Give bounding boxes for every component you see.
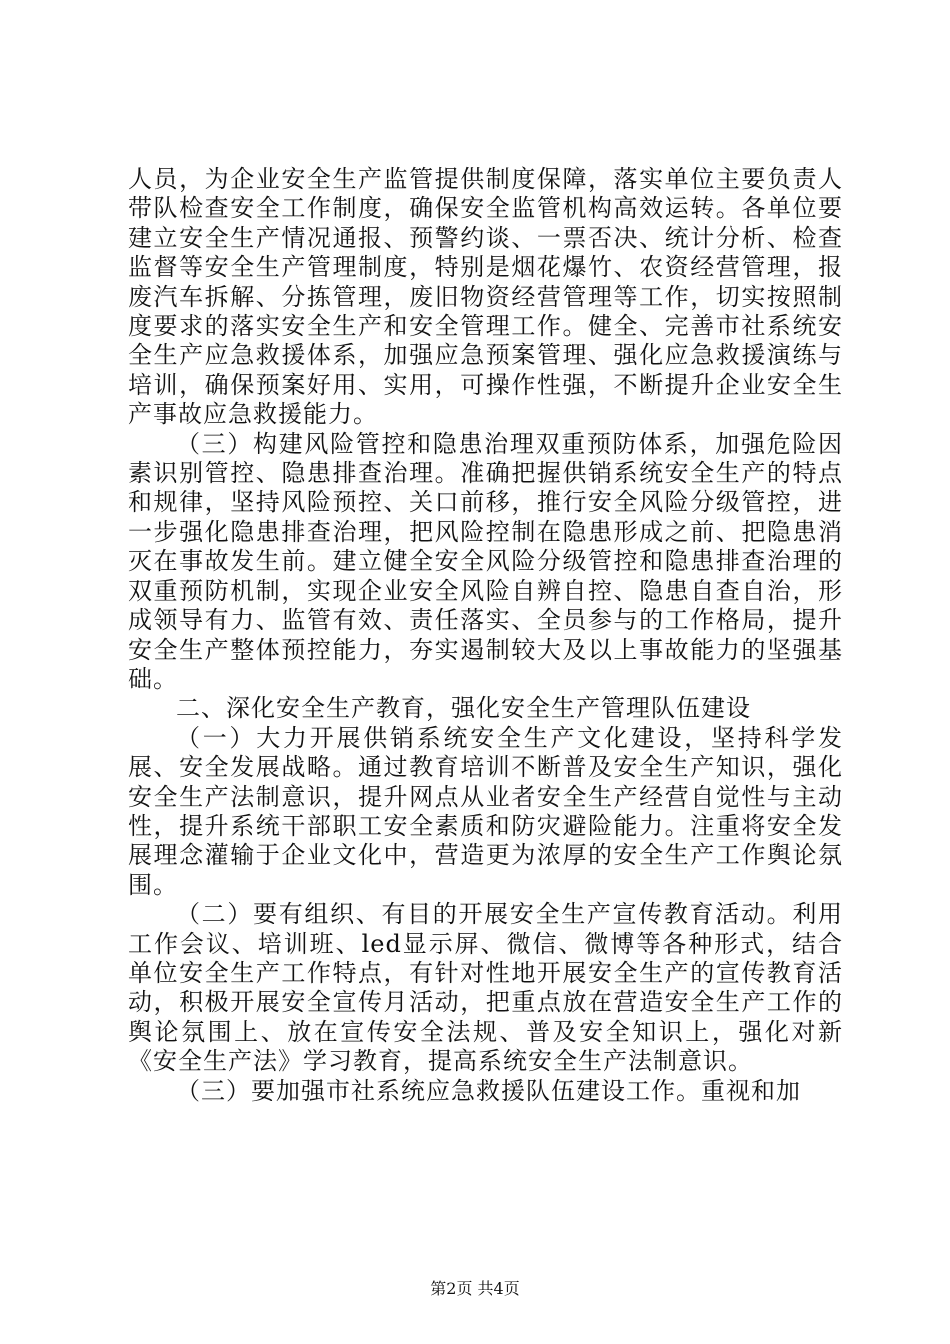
page-number-footer: 第2页 共4页 [430, 1279, 520, 1298]
paragraph-item-2: （二）要有组织、有目的开展安全生产宣传教育活动。利用工作会议、培训班、led显示屏、微信、微博等各种形式，结合单位安全生产工作特点，有针对性地开展安全生产的宣传教育活动，积极开展安全宣传月活动，把重点放在营造安全生产工作的舆论氛围上、放在宣传安全法规、普及安全知识上，强化对新《安全生产法》学习教育，提高系统安全生产法制意识。 [128, 900, 843, 1076]
paragraph-section-3: （三）构建风险管控和隐患治理双重预防体系，加强危险因素识别管控、隐患排查治理。准确把握供销系统安全生产的特点和规律，坚持风险预控、关口前移，推行安全风险分级管控，进一步强化隐患排查治理，把风险控制在隐患形成之前、把隐患消灭在事故发生前。建立健全安全风险分级管控和隐患排查治理的双重预防机制，实现企业安全风险自辨自控、隐患自查自治，形成领导有力、监管有效、责任落实、全员参与的工作格局，提升安全生产整体预控能力，夯实遏制较大及以上事故能力的坚强基础。 [128, 429, 843, 693]
paragraph-item-1: （一）大力开展供销系统安全生产文化建设，坚持科学发展、安全发展战略。通过教育培训不断普及安全生产知识，强化安全生产法制意识，提升网点从业者安全生产经营自觉性与主动性，提升系统干部职工安全素质和防灾避险能力。注重将安全发展理念灌输于企业文化中，营造更为浓厚的安全生产工作舆论氛围。 [128, 723, 843, 899]
paragraph-continuation: 人员，为企业安全生产监管提供制度保障，落实单位主要负责人带队检查安全工作制度，确保安全监管机构高效运转。各单位要建立安全生产情况通报、预警约谈、一票否决、统计分析、检查监督等安全生产管理制度，特别是烟花爆竹、农资经营管理，报废汽车拆解、分拣管理，废旧物资经营管理等工作，切实按照制度要求的落实安全生产和安全管理工作。健全、完善市社系统安全生产应急救援体系，加强应急预案管理、强化应急救援演练与培训，确保预案好用、实用，可操作性强，不断提升企业安全生产事故应急救援能力。 [128, 165, 843, 429]
document-body [128, 165, 843, 1106]
paragraph-item-3: （三）要加强市社系统应急救援队伍建设工作。重视和加 [176, 1076, 801, 1105]
section-heading-2: 二、深化安全生产教育，强化安全生产管理队伍建设 [176, 694, 751, 723]
